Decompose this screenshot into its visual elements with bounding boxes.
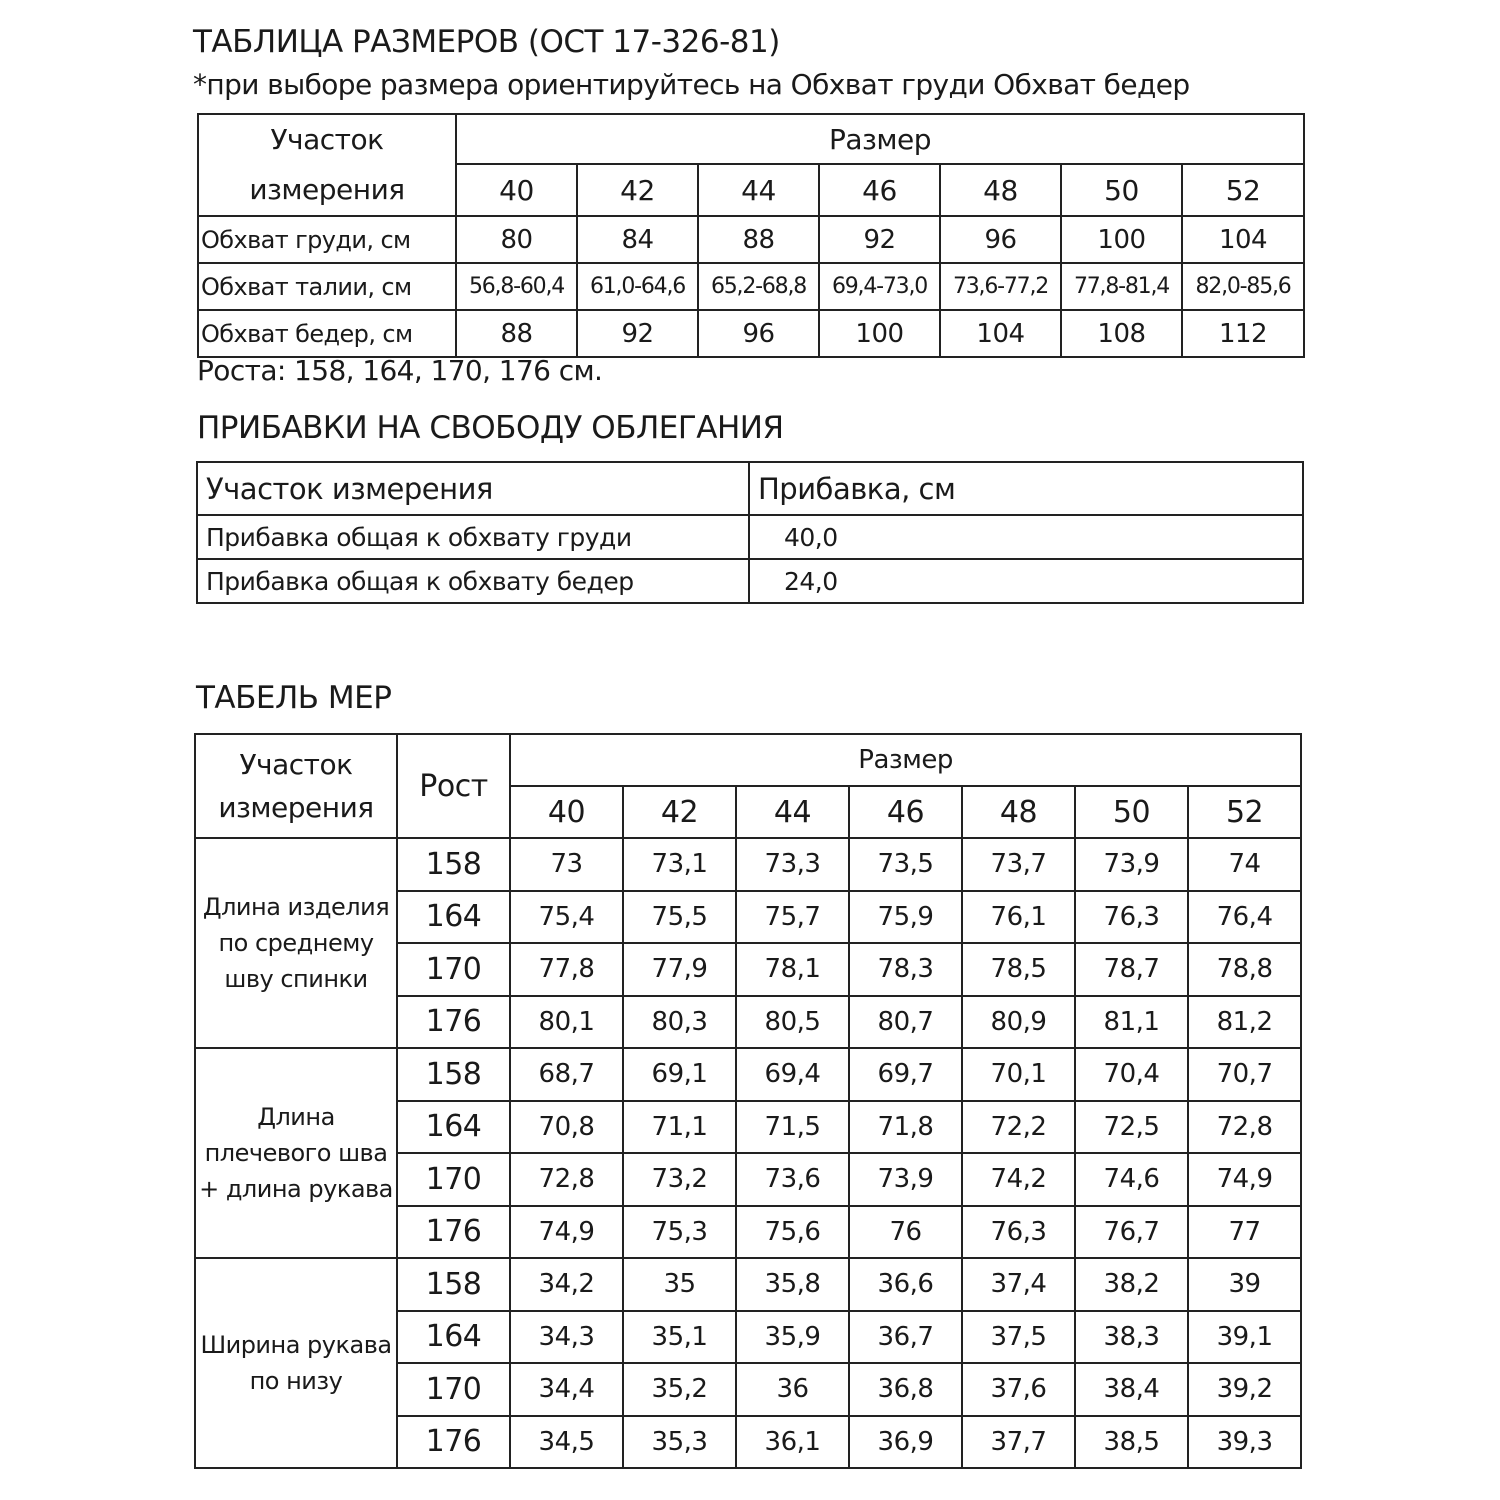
table-cell: 84 — [577, 216, 698, 263]
measure-group-label — [195, 1048, 397, 1258]
table-cell: 40,0 — [749, 515, 1303, 559]
table-cell: 88 — [698, 216, 819, 263]
table-cell: 96 — [940, 216, 1061, 263]
row-label: Обхват бедер, см — [198, 310, 456, 357]
table-cell: 76,7 — [1075, 1206, 1188, 1259]
table-cell: 78,5 — [962, 943, 1075, 996]
table-cell: 71,1 — [623, 1101, 736, 1154]
table-cell: 80,5 — [736, 996, 849, 1049]
height-cell: 170 — [397, 1153, 510, 1206]
size-table-header-size: Размер — [456, 114, 1304, 164]
table-cell: 73,9 — [1075, 838, 1188, 891]
measure-table-body — [195, 838, 1301, 1468]
table-cell: 70,4 — [1075, 1048, 1188, 1101]
table-cell: 78,7 — [1075, 943, 1188, 996]
group-label-line: шву спинки — [224, 965, 368, 993]
table-cell: 104 — [940, 310, 1061, 357]
table-cell: 73,6 — [736, 1153, 849, 1206]
table-cell: 75,5 — [623, 891, 736, 944]
table-cell: 77,9 — [623, 943, 736, 996]
header-area-line2: измерения — [218, 791, 374, 824]
table-cell: 56,8-60,4 — [456, 263, 577, 310]
table-cell: 38,4 — [1075, 1363, 1188, 1416]
table-cell: 68,7 — [510, 1048, 623, 1101]
measure-group-label — [195, 1258, 397, 1468]
table-row — [195, 1048, 1301, 1101]
table-cell: 35 — [623, 1258, 736, 1311]
height-cell: 164 — [397, 1311, 510, 1364]
table-cell: 74 — [1188, 838, 1301, 891]
size-table — [197, 113, 1305, 358]
table-cell: 70,1 — [962, 1048, 1075, 1101]
group-label-line: плечевого шва — [204, 1139, 388, 1167]
table-cell: 71,5 — [736, 1101, 849, 1154]
table-cell: 75,7 — [736, 891, 849, 944]
group-label-line: Длина — [257, 1103, 335, 1131]
table-cell: 39,3 — [1188, 1416, 1301, 1469]
size-table-note: *при выборе размера ориентируйтесь на Обхват груди Обхват бедер — [193, 68, 1190, 101]
table-cell: 75,9 — [849, 891, 962, 944]
table-cell: 38,5 — [1075, 1416, 1188, 1469]
table-cell: 73,6-77,2 — [940, 263, 1061, 310]
table-cell: 77 — [1188, 1206, 1301, 1259]
group-label-line: Длина изделия — [202, 893, 390, 921]
table-cell: 65,2-68,8 — [698, 263, 819, 310]
table-row — [198, 310, 1304, 357]
table-cell: 36,8 — [849, 1363, 962, 1416]
table-cell: 92 — [577, 310, 698, 357]
table-cell: 35,9 — [736, 1311, 849, 1364]
size-cell: 48 — [962, 786, 1075, 838]
table-cell: 73 — [510, 838, 623, 891]
height-cell: 170 — [397, 943, 510, 996]
table-cell: 39 — [1188, 1258, 1301, 1311]
size-cell: 40 — [510, 786, 623, 838]
table-cell: 78,3 — [849, 943, 962, 996]
table-cell: 72,2 — [962, 1101, 1075, 1154]
ease-header-value: Прибавка, см — [749, 462, 1303, 515]
size-cell: 52 — [1182, 164, 1304, 216]
size-cell: 44 — [736, 786, 849, 838]
table-cell: 36,6 — [849, 1258, 962, 1311]
table-cell: 76,1 — [962, 891, 1075, 944]
table-cell: 35,3 — [623, 1416, 736, 1469]
table-cell: 36,9 — [849, 1416, 962, 1469]
table-cell: 78,1 — [736, 943, 849, 996]
table-cell: 38,3 — [1075, 1311, 1188, 1364]
table-cell: 73,9 — [849, 1153, 962, 1206]
height-cell: 158 — [397, 838, 510, 891]
table-cell: 69,1 — [623, 1048, 736, 1101]
table-cell: 73,2 — [623, 1153, 736, 1206]
table-cell: 72,5 — [1075, 1101, 1188, 1154]
group-label-line: + длина рукава — [199, 1175, 393, 1203]
table-cell: 37,5 — [962, 1311, 1075, 1364]
heights-note: Роста: 158, 164, 170, 176 см. — [197, 354, 603, 387]
table-cell: 75,4 — [510, 891, 623, 944]
size-cell: 44 — [698, 164, 819, 216]
table-cell: 80,9 — [962, 996, 1075, 1049]
table-cell: 75,6 — [736, 1206, 849, 1259]
size-cell: 50 — [1075, 786, 1188, 838]
table-cell: 100 — [819, 310, 940, 357]
table-cell: 80,7 — [849, 996, 962, 1049]
group-label-line: по низу — [249, 1367, 343, 1395]
group-label-line: по среднему — [218, 929, 374, 957]
height-cell: 176 — [397, 996, 510, 1049]
table-cell: 36 — [736, 1363, 849, 1416]
table-cell: 38,2 — [1075, 1258, 1188, 1311]
table-cell: 69,4 — [736, 1048, 849, 1101]
size-cell: 46 — [849, 786, 962, 838]
table-cell: 75,3 — [623, 1206, 736, 1259]
table-cell: 34,3 — [510, 1311, 623, 1364]
table-cell: 37,7 — [962, 1416, 1075, 1469]
table-cell: 104 — [1182, 216, 1304, 263]
row-label: Обхват груди, см — [198, 216, 456, 263]
header-area-line1: Участок — [270, 123, 384, 156]
table-cell: 72,8 — [510, 1153, 623, 1206]
row-label: Прибавка общая к обхвату бедер — [197, 559, 749, 603]
table-cell: 74,9 — [510, 1206, 623, 1259]
ease-table-title: ПРИБАВКИ НА СВОБОДУ ОБЛЕГАНИЯ — [197, 410, 784, 446]
row-label: Прибавка общая к обхвату груди — [197, 515, 749, 559]
size-table-title: ТАБЛИЦА РАЗМЕРОВ (ОСТ 17-326-81) — [193, 24, 780, 60]
table-row — [198, 263, 1304, 310]
size-cell: 46 — [819, 164, 940, 216]
table-cell: 39,2 — [1188, 1363, 1301, 1416]
height-cell: 170 — [397, 1363, 510, 1416]
table-cell: 108 — [1061, 310, 1182, 357]
table-cell: 34,5 — [510, 1416, 623, 1469]
height-cell: 176 — [397, 1206, 510, 1259]
measure-table-title: ТАБЕЛЬ МЕР — [196, 680, 392, 716]
size-cell: 42 — [577, 164, 698, 216]
table-cell: 73,3 — [736, 838, 849, 891]
measure-header-area — [195, 734, 397, 838]
table-cell: 76,3 — [962, 1206, 1075, 1259]
table-cell: 69,4-73,0 — [819, 263, 940, 310]
table-cell: 34,4 — [510, 1363, 623, 1416]
table-cell: 76,4 — [1188, 891, 1301, 944]
table-cell: 24,0 — [749, 559, 1303, 603]
table-cell: 80 — [456, 216, 577, 263]
table-row — [195, 838, 1301, 891]
table-row — [198, 216, 1304, 263]
measure-table — [194, 733, 1302, 1469]
table-cell: 73,1 — [623, 838, 736, 891]
table-cell: 77,8-81,4 — [1061, 263, 1182, 310]
table-cell: 71,8 — [849, 1101, 962, 1154]
height-cell: 158 — [397, 1048, 510, 1101]
size-table-header-area — [198, 114, 456, 216]
table-cell: 82,0-85,6 — [1182, 263, 1304, 310]
table-cell: 39,1 — [1188, 1311, 1301, 1364]
table-cell: 61,0-64,6 — [577, 263, 698, 310]
size-cell: 52 — [1188, 786, 1301, 838]
table-cell: 92 — [819, 216, 940, 263]
table-cell: 74,6 — [1075, 1153, 1188, 1206]
size-cell: 40 — [456, 164, 577, 216]
table-cell: 112 — [1182, 310, 1304, 357]
table-cell: 69,7 — [849, 1048, 962, 1101]
table-cell: 35,1 — [623, 1311, 736, 1364]
table-cell: 72,8 — [1188, 1101, 1301, 1154]
height-cell: 158 — [397, 1258, 510, 1311]
table-cell: 37,4 — [962, 1258, 1075, 1311]
group-label-line: Ширина рукава — [200, 1331, 392, 1359]
table-row — [197, 559, 1303, 603]
table-cell: 76 — [849, 1206, 962, 1259]
table-cell: 36,7 — [849, 1311, 962, 1364]
table-row — [195, 1258, 1301, 1311]
measure-header-size: Размер — [510, 734, 1301, 786]
table-cell: 88 — [456, 310, 577, 357]
table-cell: 36,1 — [736, 1416, 849, 1469]
ease-header-area: Участок измерения — [197, 462, 749, 515]
height-cell: 176 — [397, 1416, 510, 1469]
header-area-line1: Участок — [239, 748, 353, 781]
table-cell: 73,5 — [849, 838, 962, 891]
table-cell: 81,2 — [1188, 996, 1301, 1049]
table-cell: 77,8 — [510, 943, 623, 996]
row-label: Обхват талии, см — [198, 263, 456, 310]
table-cell: 74,2 — [962, 1153, 1075, 1206]
table-cell: 74,9 — [1188, 1153, 1301, 1206]
size-cell: 42 — [623, 786, 736, 838]
table-cell: 80,3 — [623, 996, 736, 1049]
ease-table — [196, 461, 1304, 604]
table-cell: 80,1 — [510, 996, 623, 1049]
height-cell: 164 — [397, 1101, 510, 1154]
table-cell: 37,6 — [962, 1363, 1075, 1416]
size-cell: 48 — [940, 164, 1061, 216]
measure-header-height: Рост — [397, 734, 510, 838]
table-cell: 100 — [1061, 216, 1182, 263]
ease-table-header-row — [197, 462, 1303, 515]
table-cell: 96 — [698, 310, 819, 357]
size-cell: 50 — [1061, 164, 1182, 216]
table-cell: 70,8 — [510, 1101, 623, 1154]
table-cell: 35,2 — [623, 1363, 736, 1416]
table-cell: 81,1 — [1075, 996, 1188, 1049]
header-area-line2: измерения — [249, 173, 405, 206]
table-cell: 35,8 — [736, 1258, 849, 1311]
table-row — [197, 515, 1303, 559]
measure-group-label — [195, 838, 397, 1048]
table-cell: 34,2 — [510, 1258, 623, 1311]
height-cell: 164 — [397, 891, 510, 944]
table-cell: 73,7 — [962, 838, 1075, 891]
table-cell: 76,3 — [1075, 891, 1188, 944]
table-cell: 70,7 — [1188, 1048, 1301, 1101]
table-cell: 78,8 — [1188, 943, 1301, 996]
